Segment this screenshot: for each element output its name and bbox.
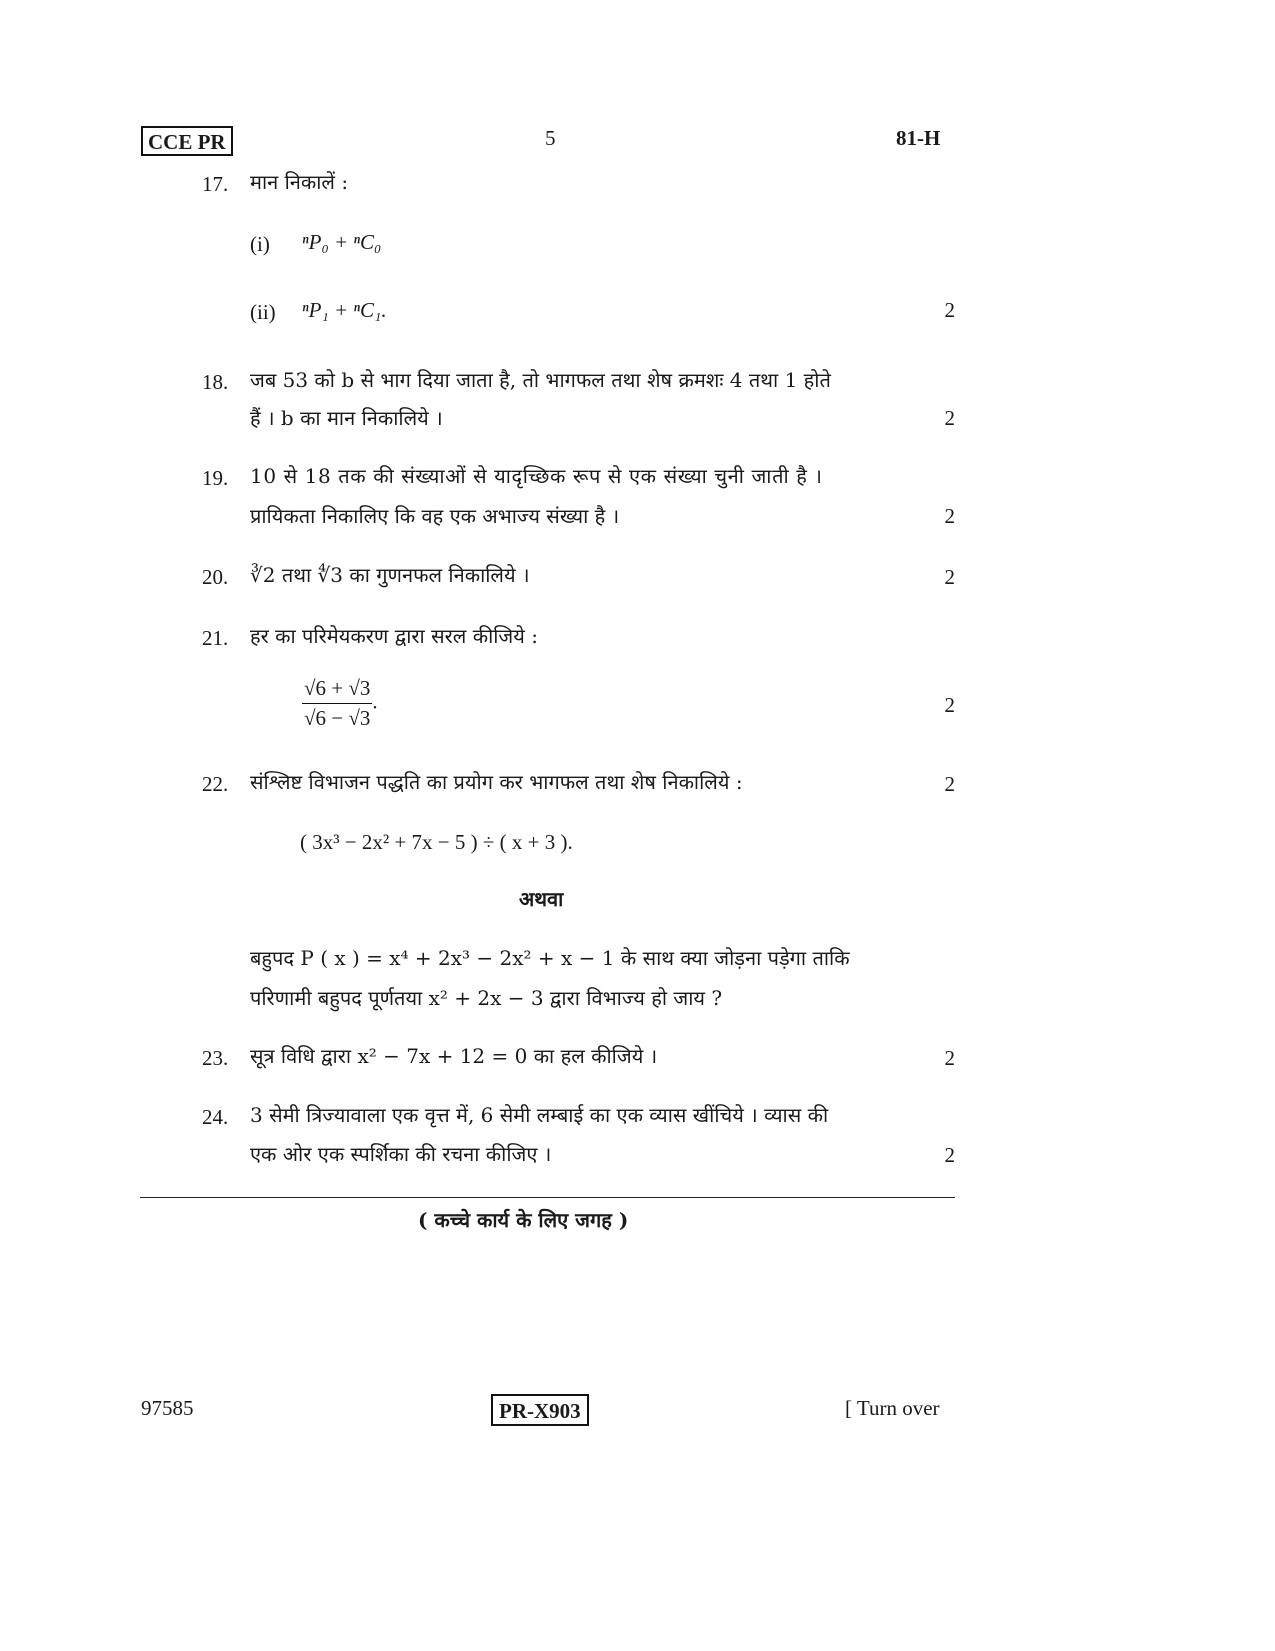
math-expression: ( 3x³ − 2x² + 7x − 5 ) ÷ ( x + 3 ). <box>300 830 573 854</box>
question-text: सूत्र विधि द्वारा x² − 7x + 12 = 0 का हल कीजिये । <box>250 1044 658 1068</box>
question-number: 18. <box>202 370 229 394</box>
question-number: 23. <box>202 1046 229 1070</box>
marks: 2 <box>944 406 955 430</box>
question-text: परिणामी बहुपद पूर्णतया x² + 2x − 3 द्वारा विभाज्य हो जाय ? <box>250 986 723 1010</box>
or-separator: अथवा <box>519 887 564 911</box>
footer-paper-code: PR-X903 <box>491 1394 589 1426</box>
marks: 2 <box>944 565 955 589</box>
rough-work-label: ( कच्चे कार्य के लिए जगह ) <box>418 1208 629 1232</box>
question-number: 22. <box>202 772 229 796</box>
question-text: 3 सेमी त्रिज्यावाला एक वृत्त में, 6 सेमी लम्बाई का एक व्यास खींचिये । व्यास की <box>250 1103 829 1127</box>
question-text: जब 53 को b से भाग दिया जाता है, तो भागफल तथा शेष क्रमशः 4 तथा 1 होते <box>250 368 831 392</box>
turn-over-label: [ Turn over <box>845 1396 940 1420</box>
math-expression: ⁿP₀ + ⁿC₀ <box>302 230 382 254</box>
question-text: ∛2 तथा ∜3 का गुणनफल निकालिये । <box>250 563 530 587</box>
part-label: (i) <box>250 232 270 256</box>
question-text: बहुपद P ( x ) = x⁴ + 2x³ − 2x² + x − 1 के साथ क्या जोड़ना पड़ेगा ताकि <box>250 946 850 970</box>
paper-code-badge: CCE PR <box>141 126 233 156</box>
question-text: एक ओर एक स्पर्शिका की रचना कीजिए । <box>250 1142 552 1166</box>
question-number: 17. <box>202 172 229 196</box>
math-expression: ⁿP₁ + ⁿC₁. <box>302 298 387 322</box>
fraction-expression: $\frac{√6 + √3}{√6 - √3}$ . <box>304 676 378 730</box>
marks: 2 <box>944 298 955 322</box>
marks: 2 <box>944 772 955 796</box>
marks: 2 <box>944 504 955 528</box>
part-label: (ii) <box>250 300 276 324</box>
page-number: 5 <box>545 126 556 150</box>
question-text: प्रायिकता निकालिए कि वह एक अभाज्य संख्या है । <box>250 504 620 528</box>
question-text: मान निकालें : <box>250 170 349 194</box>
question-number: 21. <box>202 626 229 650</box>
question-number: 19. <box>202 466 229 490</box>
question-number: 20. <box>202 565 229 589</box>
question-text: हैं । b का मान निकालिये । <box>250 406 443 430</box>
question-number: 24. <box>202 1105 229 1129</box>
section-divider <box>140 1197 955 1198</box>
question-text: हर का परिमेयकरण द्वारा सरल कीजिये : <box>250 624 538 648</box>
question-text: संश्लिष्ट विभाजन पद्धति का प्रयोग कर भागफल तथा शेष निकालिये : <box>250 770 743 794</box>
footer-serial: 97585 <box>141 1396 194 1420</box>
fraction-numerator: √6 + √3 <box>302 676 372 704</box>
marks: 2 <box>944 693 955 717</box>
fraction-denominator: √6 − √3 <box>304 706 371 730</box>
subject-code: 81-H <box>896 126 941 150</box>
question-text: 10 से 18 तक की संख्याओं से यादृच्छिक रूप से एक संख्या चुनी जाती है । <box>250 464 823 488</box>
marks: 2 <box>944 1046 955 1070</box>
marks: 2 <box>944 1143 955 1167</box>
